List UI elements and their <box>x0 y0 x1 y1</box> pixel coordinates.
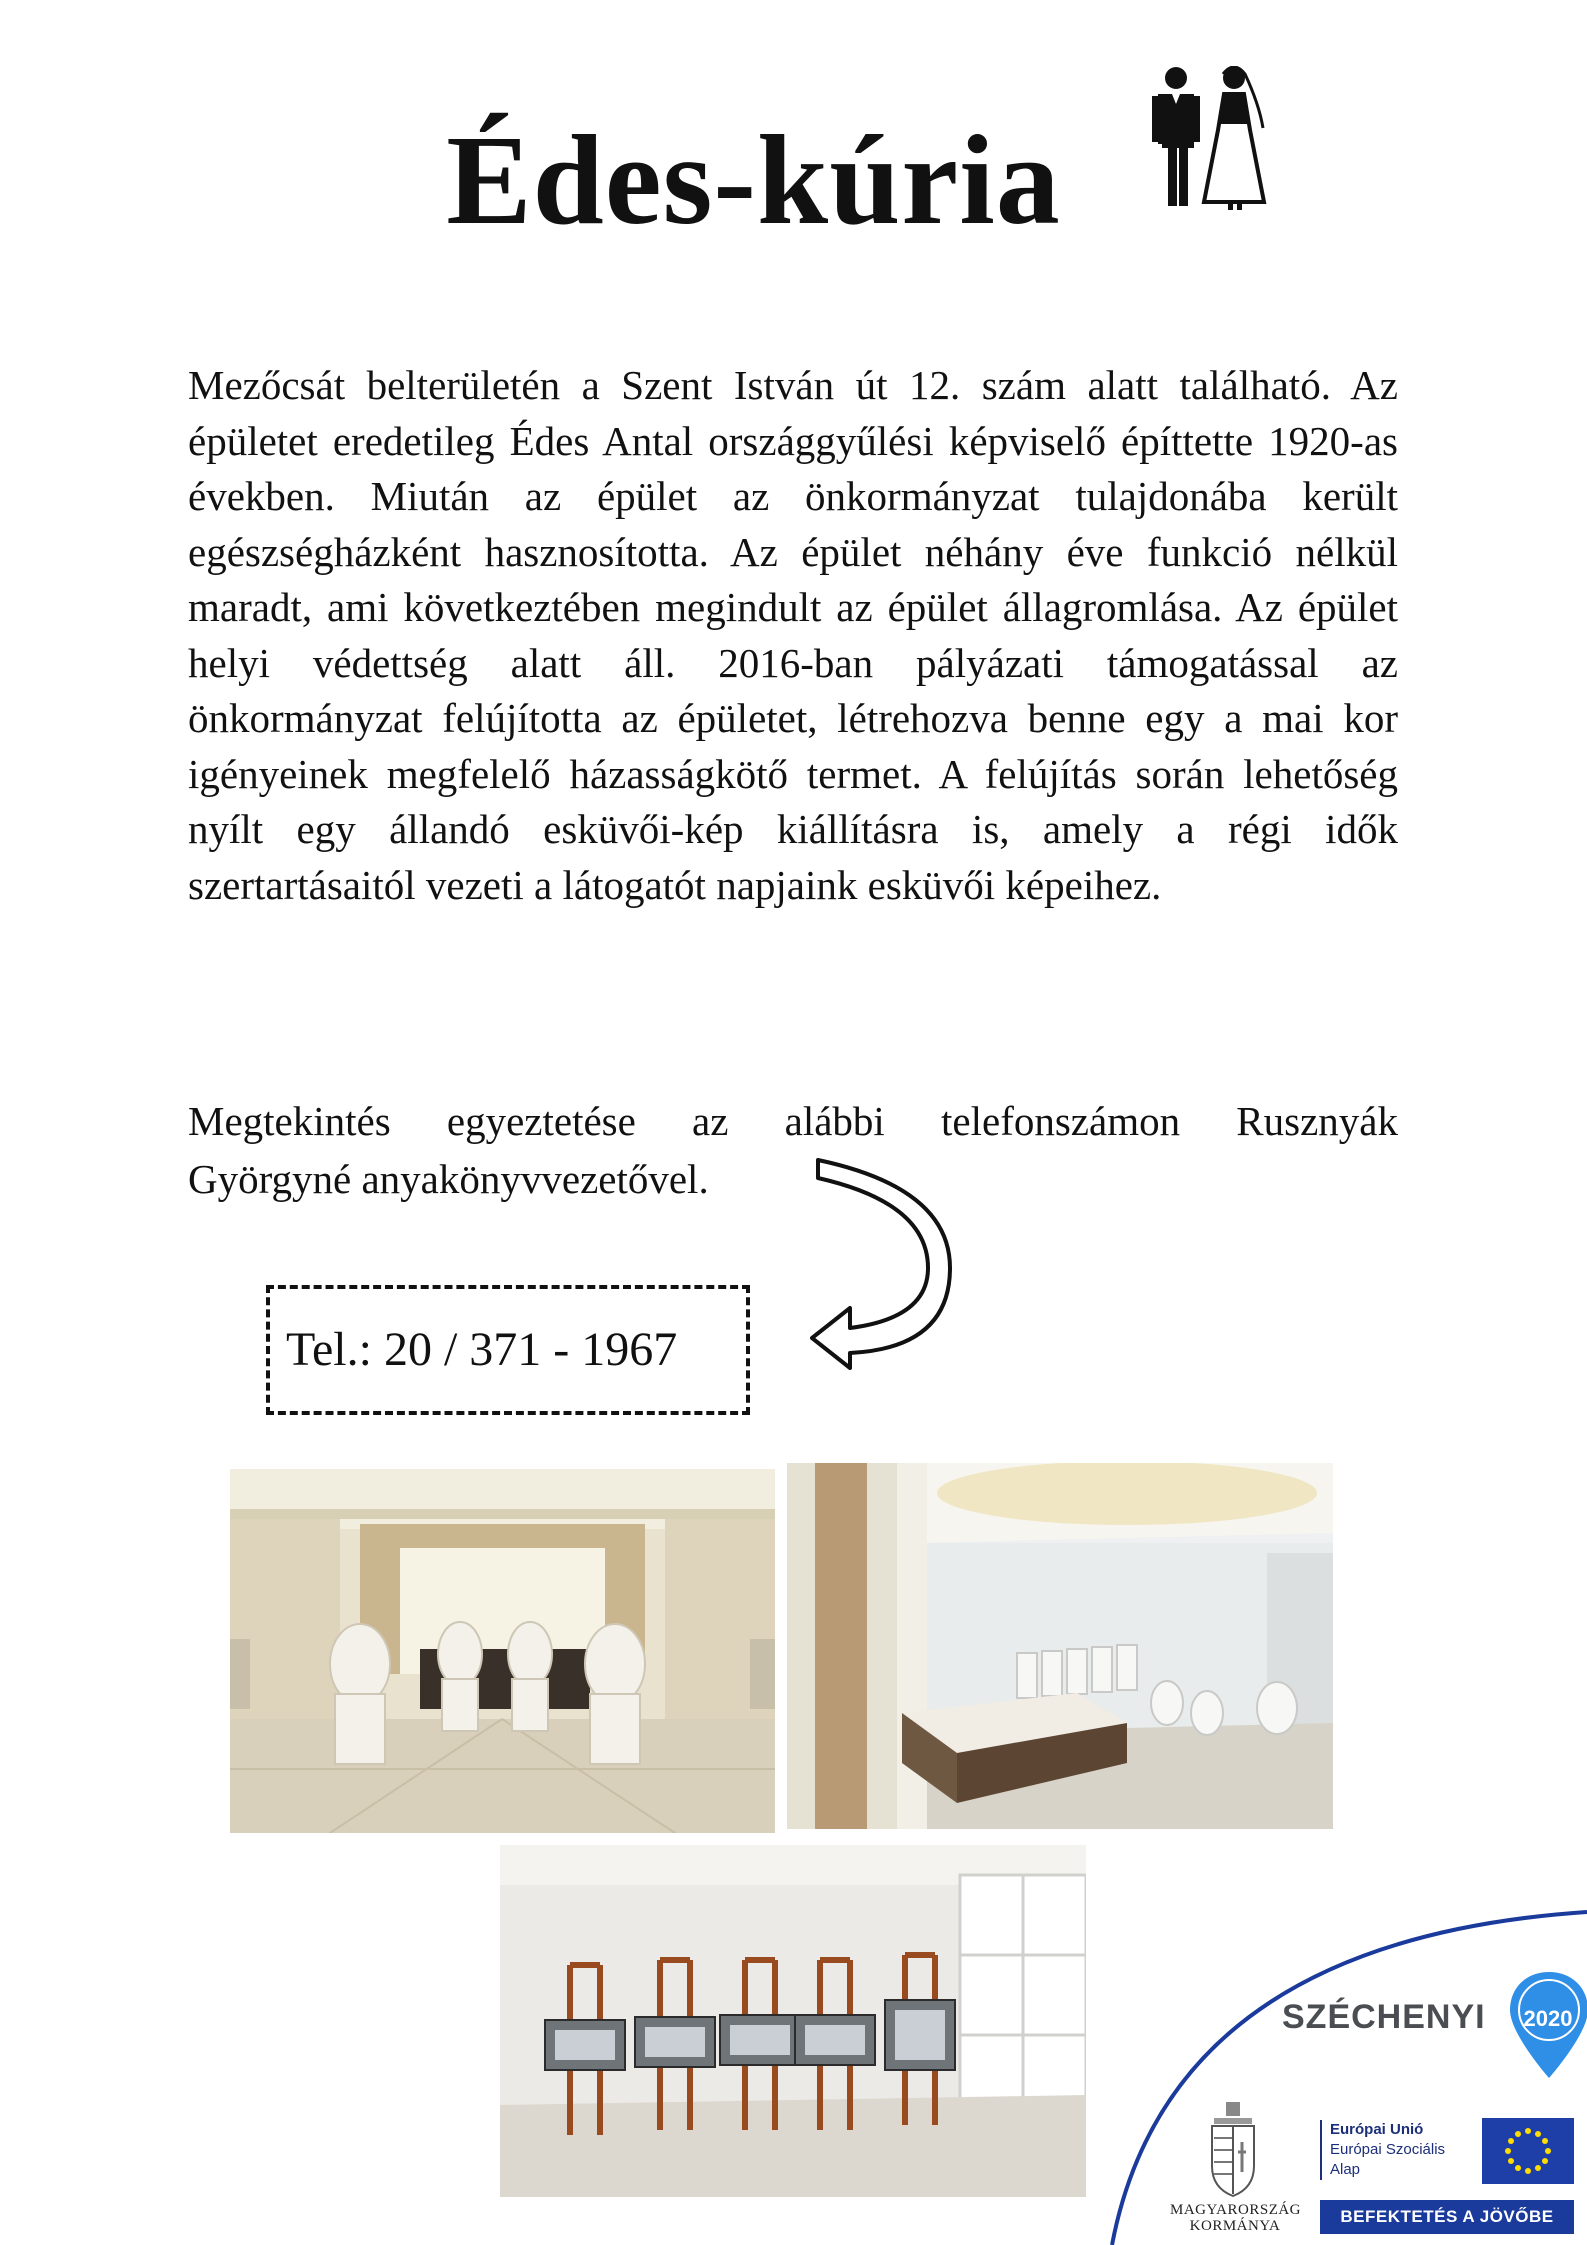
gov-line-2: KORMÁNYA <box>1189 2218 1281 2234</box>
wedding-couple-icon <box>1148 66 1268 210</box>
year-label: 2020 <box>1523 2006 1573 2031</box>
eu-line-2: Európai Szociális <box>1330 2141 1446 2158</box>
eu-title: Európai Unió <box>1330 2121 1424 2138</box>
eu-fund-label <box>1320 2120 1445 2180</box>
curved-arrow-icon <box>810 1158 960 1370</box>
funding-logo-block <box>1110 1900 1587 2245</box>
eu-flag-icon <box>1482 2118 1574 2184</box>
description-paragraph: Mezőcsát belterületén a Szent István út 12. szám alatt található. Az épületet eredetileg Édes Antal országgyűlési képviselő építtette 1920-as években. Miután az épület az önkormányzat tulajdonába került egészségházként hasznosította. Az épület néhány éve funkció nélkül maradt, ami következtében megindult az épület állagromlása. Az épület helyi védettség alatt áll. 2016-ban pályázati támogatással az önkormányzat felújította az épületet, létrehozva benne egy a mai kor igényeinek megfelelő házasságkötő termet. A felújítás során lehetőség nyílt egy állandó esküvői-kép kiállításra is, amely a régi idők szertartásaitól vezeti a látogatót napjaink esküvői képeihez. <box>188 362 1398 908</box>
eu-line-3: Alap <box>1330 2161 1361 2178</box>
photo-registry-desk <box>787 1463 1333 1829</box>
gov-line-1: MAGYARORSZÁG <box>1170 2202 1302 2218</box>
government-label <box>1170 2202 1300 2234</box>
szechenyi-wordmark: SZÉCHENYI <box>1282 1998 1486 2036</box>
phone-number-box <box>266 1285 750 1415</box>
coat-of-arms-icon <box>1206 2102 1260 2198</box>
contact-info <box>188 1092 1398 1208</box>
contact-line-1: Megtekintés egyeztetése az alábbi telefonszámon Rusznyák <box>188 1098 1398 1144</box>
page-title: Édes-kúria <box>446 109 1061 251</box>
contact-line-2: Györgyné anyakönyvvezetővel. <box>188 1156 709 1202</box>
slogan-banner: BEFEKTETÉS A JÖVŐBE <box>1320 2200 1574 2234</box>
photo-exhibition-room <box>500 1845 1086 2197</box>
phone-number: Tel.: 20 / 371 - 1967 <box>286 1323 678 1376</box>
photo-ceremony-room <box>230 1469 775 1833</box>
